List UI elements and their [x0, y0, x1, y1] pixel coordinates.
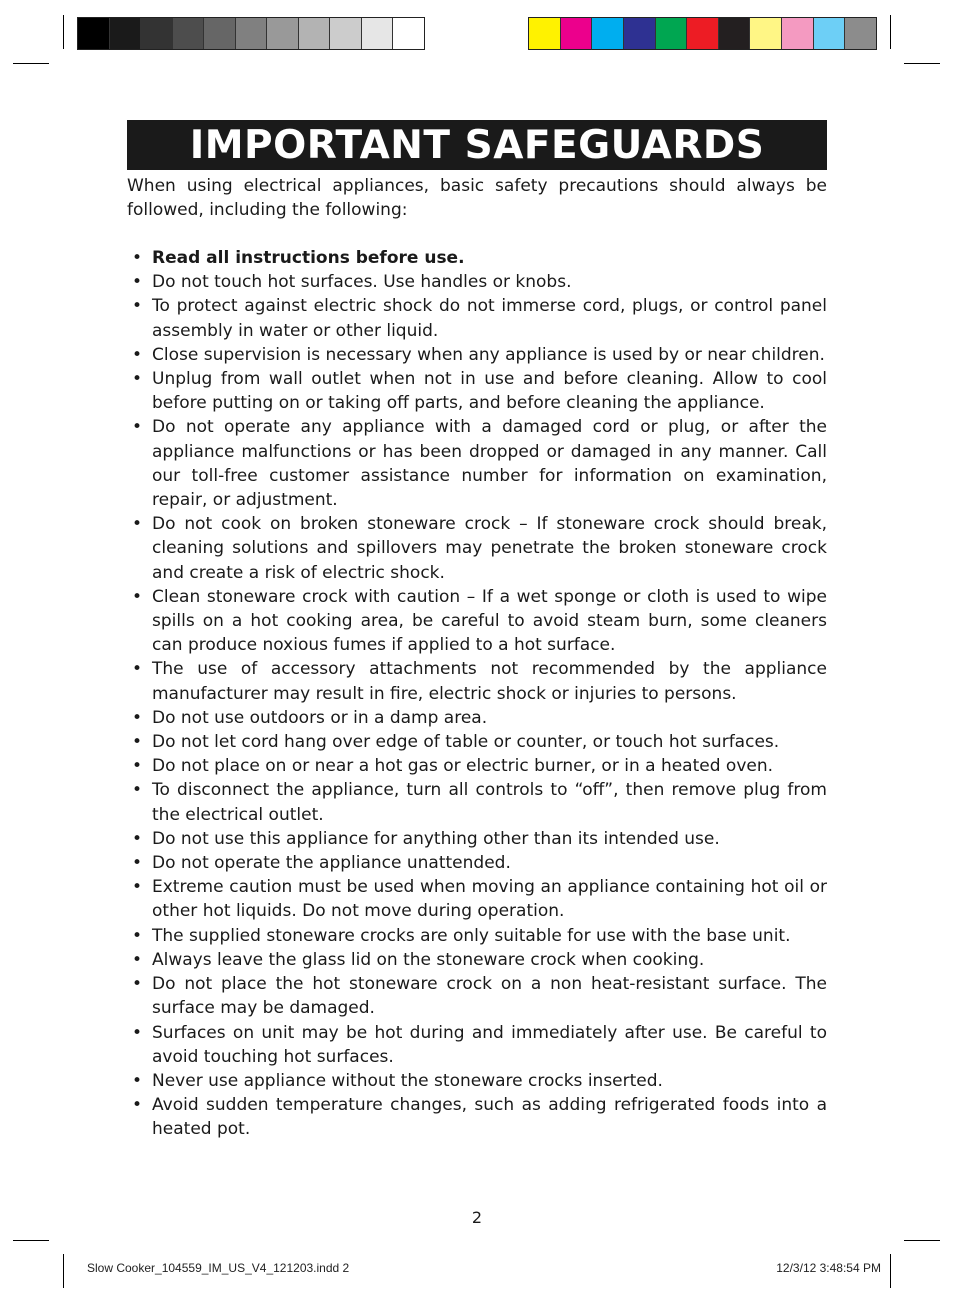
bullet-icon: • — [132, 514, 143, 535]
color-swatch — [141, 18, 173, 49]
crop-mark — [890, 15, 891, 49]
safeguard-text: Read all instructions before use. — [152, 248, 465, 268]
safeguard-text: Close supervision is necessary when any appliance is used by or near children. — [152, 344, 825, 365]
safeguard-item — [127, 1069, 827, 1093]
page-number: 2 — [471, 1208, 483, 1227]
crop-mark — [904, 63, 940, 64]
bullet-icon: • — [132, 732, 143, 753]
color-swatch — [782, 18, 814, 49]
bullet-icon: • — [132, 756, 143, 777]
safeguard-item — [127, 512, 827, 585]
safeguard-text: To protect against electric shock do not immerse cord, plugs, or control panel assembly in water or other liquid. — [152, 296, 827, 341]
safeguard-item — [127, 875, 827, 923]
safeguard-item — [127, 246, 827, 270]
safeguard-item — [127, 1093, 827, 1141]
bullet-icon: • — [132, 1095, 143, 1116]
safeguard-text: Always leave the glass lid on the stoneware crock when cooking. — [152, 949, 705, 970]
color-swatch — [173, 18, 205, 49]
color-swatch — [814, 18, 846, 49]
color-swatch — [719, 18, 751, 49]
safeguard-text: Avoid sudden temperature changes, such as adding refrigerated foods into a heated pot. — [152, 1095, 827, 1140]
bullet-icon: • — [132, 877, 143, 898]
safeguards-list — [127, 246, 827, 1142]
safeguard-item — [127, 924, 827, 948]
safeguard-text: Do not touch hot surfaces. Use handles or knobs. — [152, 272, 572, 293]
crop-mark — [13, 63, 49, 64]
color-swatch — [845, 18, 876, 49]
safeguard-item — [127, 754, 827, 778]
color-swatch — [529, 18, 561, 49]
safeguard-text: To disconnect the appliance, turn all controls to “off”, then remove plug from the electrical outlet. — [152, 780, 827, 825]
bullet-icon: • — [132, 853, 143, 874]
crop-mark — [63, 1254, 64, 1288]
safeguard-item — [127, 1021, 827, 1069]
bullet-icon: • — [132, 586, 143, 607]
intro-paragraph: When using electrical appliances, basic safety precautions should always be followed, including the following: — [127, 176, 827, 220]
safeguard-item — [127, 270, 827, 294]
bullet-icon: • — [132, 296, 143, 317]
safeguard-text: Clean stoneware crock with caution – If a wet sponge or cloth is used to wipe spills on a hot cooking area, be careful to avoid steam burn, some cleaners can produce noxious fumes if applied to a hot surface. — [152, 586, 827, 656]
color-swatch — [561, 18, 593, 49]
crop-mark — [13, 1240, 49, 1241]
color-swatch — [592, 18, 624, 49]
color-swatch — [267, 18, 299, 49]
page-title-text: IMPORTANT SAFEGUARDS — [189, 122, 765, 168]
safeguard-item — [127, 706, 827, 730]
bullet-icon: • — [132, 659, 143, 680]
safeguard-item — [127, 585, 827, 658]
safeguard-item — [127, 948, 827, 972]
bullet-icon: • — [132, 974, 143, 995]
safeguard-item — [127, 294, 827, 342]
safeguard-text: Do not use outdoors or in a damp area. — [152, 707, 488, 728]
color-swatch — [687, 18, 719, 49]
process-color-bar — [528, 17, 877, 50]
safeguard-text: Do not operate the appliance unattended. — [152, 853, 511, 874]
color-swatch — [656, 18, 688, 49]
bullet-icon: • — [132, 417, 143, 438]
bullet-icon: • — [132, 248, 143, 268]
safeguard-text: Do not place on or near a hot gas or electric burner, or in a heated oven. — [152, 756, 774, 777]
safeguard-text: Do not use this appliance for anything other than its intended use. — [152, 828, 720, 849]
color-swatch — [236, 18, 268, 49]
color-swatch — [299, 18, 331, 49]
safeguard-item — [127, 972, 827, 1020]
safeguard-item — [127, 730, 827, 754]
color-swatch — [393, 18, 424, 49]
grayscale-color-bar — [77, 17, 425, 50]
safeguard-text: Extreme caution must be used when moving an appliance containing hot oil or other hot liquids. Do not move during operation. — [152, 877, 827, 922]
bullet-icon: • — [132, 272, 143, 293]
bullet-icon: • — [132, 1070, 143, 1091]
safeguard-item — [127, 778, 827, 826]
bullet-icon: • — [132, 369, 143, 390]
safeguard-text: Do not operate any appliance with a damaged cord or plug, or after the appliance malfunctions or has been dropped or damaged in any manner. Call our toll-free customer assistance number for information on examination, repair, or adjustment. — [152, 417, 827, 511]
color-swatch — [750, 18, 782, 49]
page-title — [127, 120, 827, 170]
color-swatch — [624, 18, 656, 49]
safeguard-item — [127, 367, 827, 415]
safeguard-item — [127, 657, 827, 705]
crop-mark — [63, 15, 64, 49]
safeguard-text: Unplug from wall outlet when not in use and before cleaning. Allow to cool before putting on or taking off parts, and before cleaning the appliance. — [152, 369, 827, 414]
bullet-icon: • — [132, 949, 143, 970]
safeguard-item — [127, 415, 827, 512]
color-swatch — [362, 18, 394, 49]
bullet-icon: • — [132, 780, 143, 801]
slug-timestamp: 12/3/12 3:48:54 PM — [776, 1261, 881, 1275]
safeguard-text: Do not place the hot stoneware crock on a non heat-resistant surface. The surface may be damaged. — [152, 974, 827, 1019]
color-swatch — [110, 18, 142, 49]
safeguard-text: The use of accessory attachments not recommended by the appliance manufacturer may result in fire, electric shock or injuries to persons. — [152, 659, 827, 704]
safeguard-item — [127, 851, 827, 875]
bullet-icon: • — [132, 707, 143, 728]
safeguard-item — [127, 827, 827, 851]
safeguard-text: Do not let cord hang over edge of table or counter, or touch hot surfaces. — [152, 732, 780, 753]
slug-filename: Slow Cooker_104559_IM_US_V4_121203.indd 2 — [87, 1261, 350, 1275]
safeguard-text: Do not cook on broken stoneware crock – If stoneware crock should break, cleaning solutions and spillovers may penetrate the broken stoneware crock and create a risk of electric shock. — [152, 514, 827, 583]
safeguard-text: Never use appliance without the stoneware crocks inserted. — [152, 1070, 663, 1091]
safeguard-item — [127, 343, 827, 367]
safeguard-text: Surfaces on unit may be hot during and immediately after use. Be careful to avoid touching hot surfaces. — [152, 1022, 827, 1067]
crop-mark — [904, 1240, 940, 1241]
bullet-icon: • — [132, 1022, 143, 1043]
color-swatch — [204, 18, 236, 49]
bullet-icon: • — [132, 344, 143, 365]
color-swatch — [330, 18, 362, 49]
safeguard-text: The supplied stoneware crocks are only suitable for use with the base unit. — [152, 925, 791, 946]
bullet-icon: • — [132, 925, 143, 946]
bullet-icon: • — [132, 828, 143, 849]
crop-mark — [890, 1254, 891, 1288]
color-swatch — [78, 18, 110, 49]
